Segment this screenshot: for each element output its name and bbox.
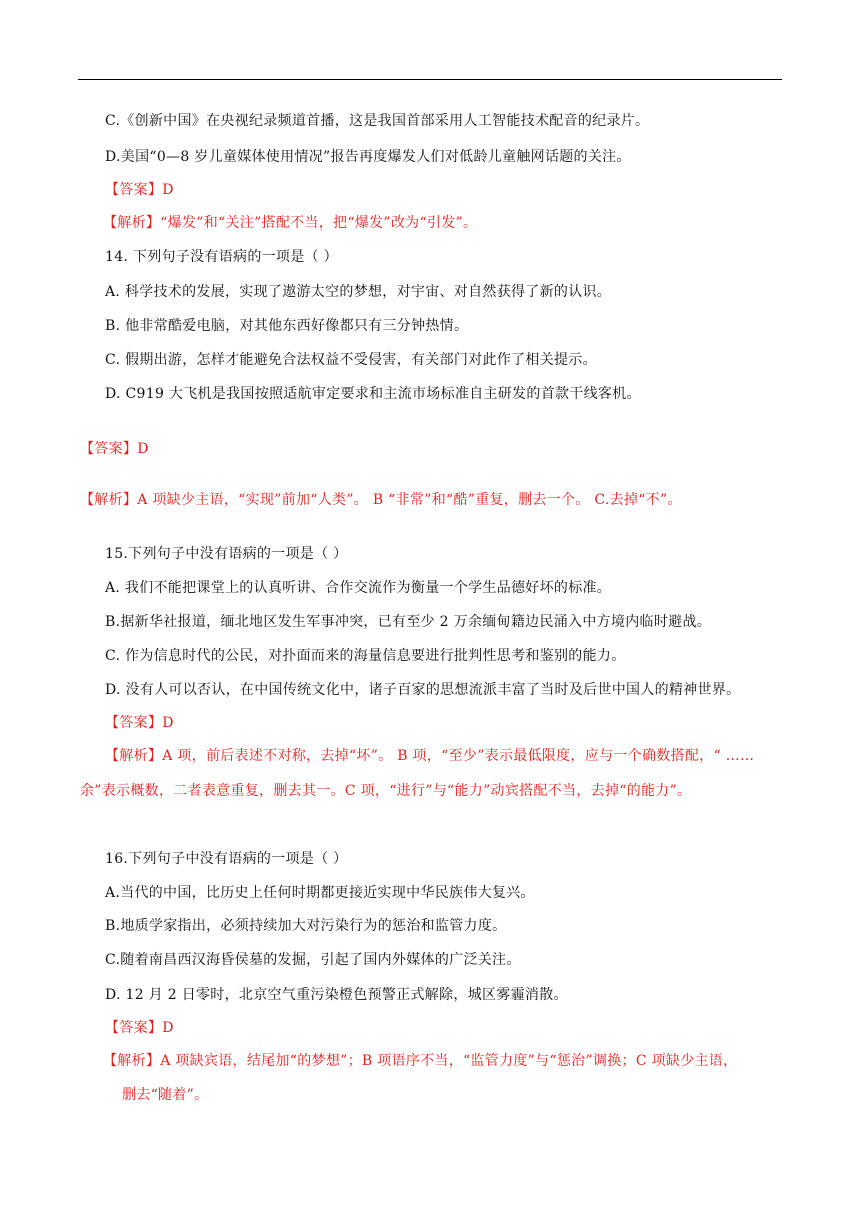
q16-explanation-line2: 删去“随着”。 bbox=[122, 1087, 209, 1103]
q15-option-c: C. 作为信息时代的公民，对扑面而来的海量信息要进行批判性思考和鉴别的能力。 bbox=[105, 648, 626, 664]
q14-explanation: 【解析】A 项缺少主语，“实现”前加“人类”。 B “非常”和“酷”重复，删去一个。 C.去掉“不”。 bbox=[80, 492, 682, 508]
q16-option-d: D. 12 月 2 日零时，北京空气重污染橙色预警正式解除，城区雾霾消散。 bbox=[105, 987, 568, 1003]
q15-explanation-line2: 余”表示概数，二者表意重复，删去其一。C 项，“进行”与“能力”动宾搭配不当，去掉“的能力”。 bbox=[80, 783, 692, 799]
q15-option-d: D. 没有人可以否认，在中国传统文化中，诸子百家的思想流派丰富了当时及后世中国人的精神世界。 bbox=[105, 682, 741, 698]
q14-option-b: B. 他非常酷爱电脑，对其他东西好像都只有三分钟热情。 bbox=[105, 318, 469, 334]
q15-explanation-line1: 【解析】A 项，前后表述不对称，去掉“坏”。 B 项，“至少”表示最低限度，应与一个确数搭配，“ …… bbox=[105, 748, 755, 764]
q16-stem: 16.下列句子中没有语病的一项是（ ） bbox=[105, 851, 348, 867]
q16-answer: 【答案】D bbox=[105, 1020, 174, 1036]
q16-explanation-line1: 【解析】A 项缺宾语，结尾加“的梦想”；B 项语序不当，“监管力度”与“惩治”调换；C 项缺少主语， bbox=[103, 1053, 738, 1069]
q14-answer: 【答案】D bbox=[80, 441, 149, 457]
q15-answer: 【答案】D bbox=[105, 715, 174, 731]
q14-option-c: C. 假期出游，怎样才能避免合法权益不受侵害，有关部门对此作了相关提示。 bbox=[105, 352, 597, 368]
q16-option-a: A.当代的中国，比历史上任何时期都更接近实现中华民族伟大复兴。 bbox=[105, 885, 535, 901]
q13-explanation: 【解析】“爆发”和“关注”搭配不当，把“爆发”改为“引发”。 bbox=[103, 215, 478, 231]
q14-option-a: A. 科学技术的发展，实现了遨游太空的梦想，对宇宙、对自然获得了新的认识。 bbox=[105, 284, 612, 300]
q13-option-c: C.《创新中国》在央视纪录频道首播，这是我国首部采用人工智能技术配音的纪录片。 bbox=[105, 113, 650, 129]
q14-option-d: D. C919 大飞机是我国按照适航审定要求和主流市场标准自主研发的首款干线客机。 bbox=[105, 386, 641, 402]
q15-option-b: B.据新华社报道，缅北地区发生军事冲突，已有至少 2 万余缅甸籍边民涌入中方境内临时避战。 bbox=[105, 614, 712, 630]
header-rule bbox=[78, 79, 782, 80]
q14-stem: 14. 下列句子没有语病的一项是（ ） bbox=[105, 249, 338, 265]
q13-option-d: D.美国“0—8 岁儿童媒体使用情况”报告再度爆发人们对低龄儿童触网话题的关注。 bbox=[105, 149, 631, 165]
q15-stem: 15.下列句子中没有语病的一项是（ ） bbox=[105, 546, 348, 562]
q13-answer: 【答案】D bbox=[105, 182, 174, 198]
q16-option-b: B.地质学家指出，必须持续加大对污染行为的惩治和监管力度。 bbox=[105, 918, 507, 934]
q16-option-c: C.随着南昌西汉海昏侯墓的发掘，引起了国内外媒体的广泛关注。 bbox=[105, 952, 521, 968]
q15-option-a: A. 我们不能把课堂上的认真听讲、合作交流作为衡量一个学生品德好坏的标准。 bbox=[105, 580, 612, 596]
